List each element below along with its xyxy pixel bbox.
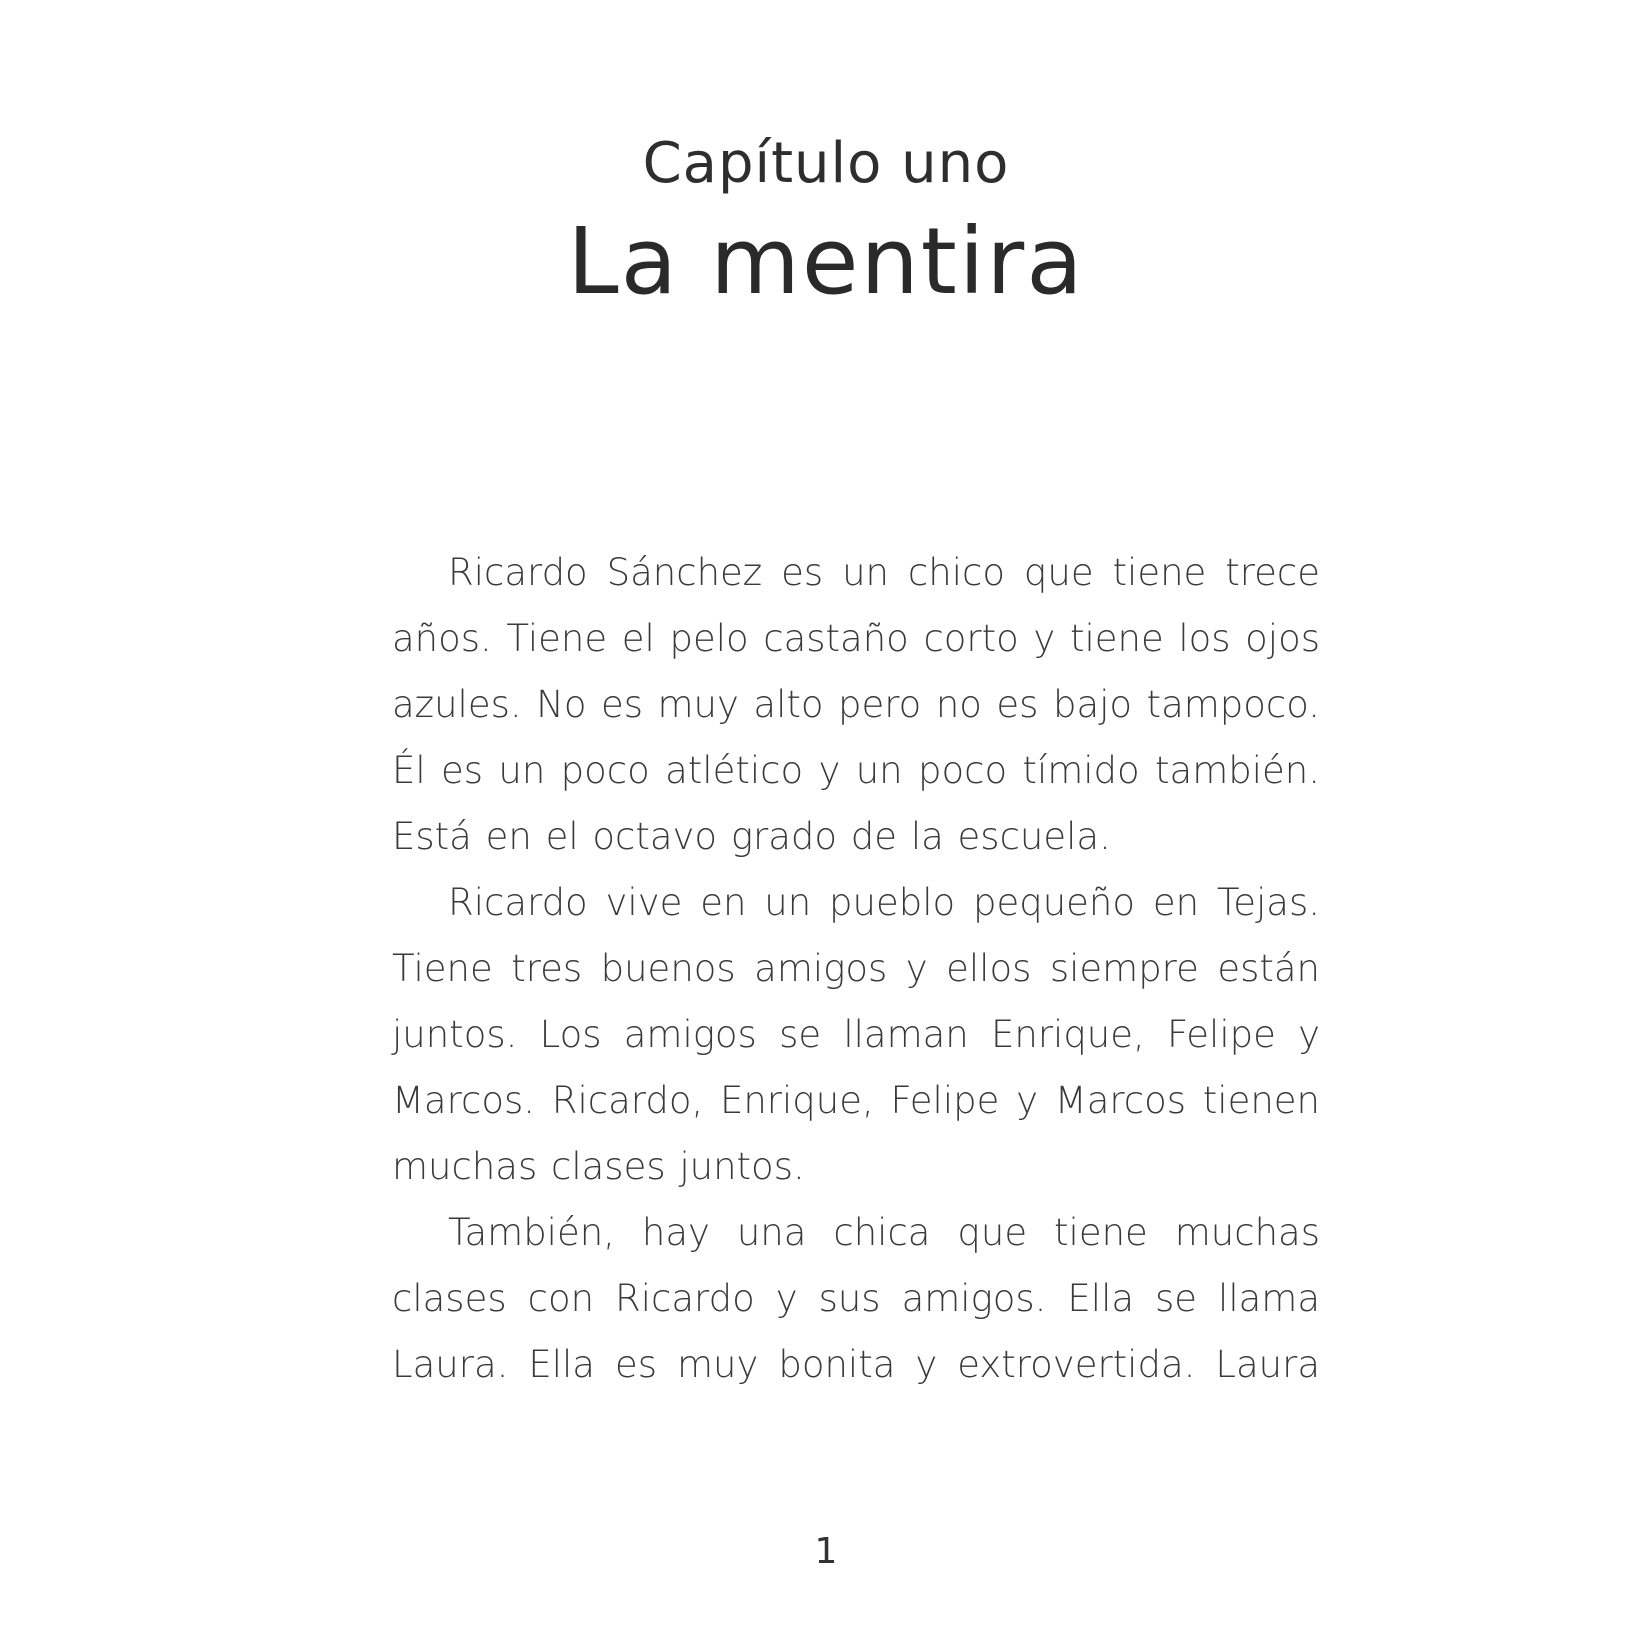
paragraph-1: Ricardo Sánchez es un chico que tiene trece años. Tiene el pelo castaño corto y tiene los ojos azules. No es muy alto pero no es bajo tampoco. Él es un poco atlético y un poco tímido también. Está en el octavo grado de la escuela. [392,551,1320,858]
chapter-body [392,540,1320,1398]
page-number: 1 [814,1531,838,1572]
paragraph-3: También, hay una chica que tiene muchas clases con Ricardo y sus amigos. Ella se llama Laura. Ella es muy bonita y extrovertida. Laura [392,1211,1320,1386]
paragraph-2: Ricardo vive en un pueblo pequeño en Tejas. Tiene tres buenos amigos y ellos siempre están juntos. Los amigos se llaman Enrique, Felipe y Marcos. Ricardo, Enrique, Felipe y Marcos tienen muchas clases juntos. [392,881,1320,1188]
chapter-title: La mentira [567,208,1085,315]
chapter-label: Capítulo uno [642,131,1010,196]
